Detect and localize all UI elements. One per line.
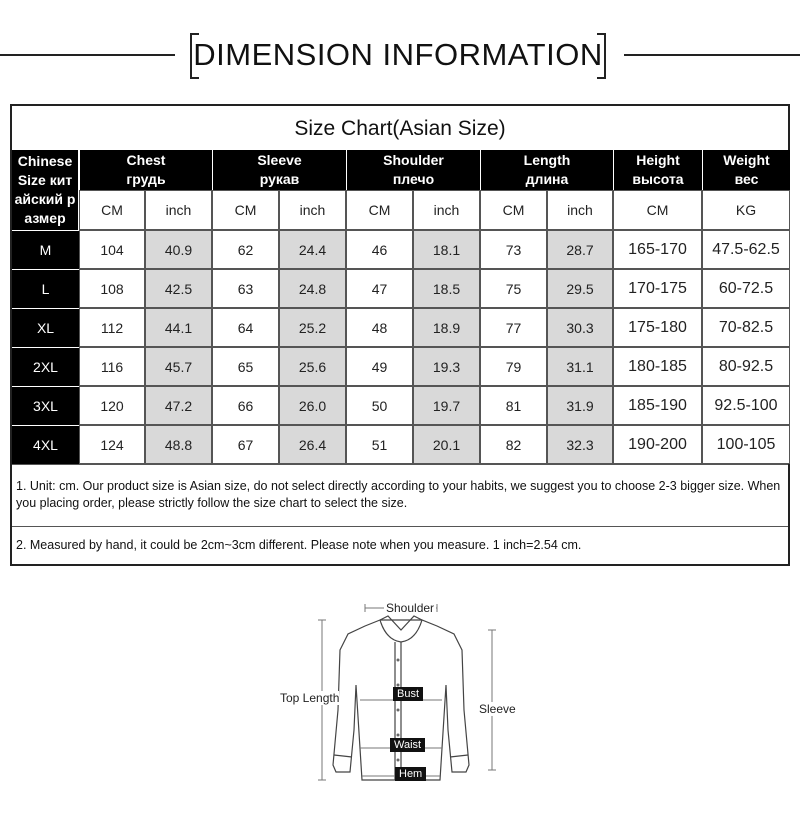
column-group-header bbox=[480, 150, 613, 190]
table-cell: 120 bbox=[79, 386, 145, 425]
table-cell: 50 bbox=[346, 386, 413, 425]
size-label: M bbox=[12, 230, 79, 269]
table-cell: 75 bbox=[480, 269, 547, 308]
column-group-header bbox=[79, 150, 212, 190]
unit-header: CM bbox=[480, 190, 547, 230]
unit-header: CM bbox=[212, 190, 279, 230]
column-group-header bbox=[613, 150, 702, 190]
group-name: Chest bbox=[126, 152, 166, 168]
group-name-ru: плечо bbox=[392, 171, 435, 187]
header-frame bbox=[190, 33, 606, 77]
table-cell: 108 bbox=[79, 269, 145, 308]
table-cell: 48.8 bbox=[145, 425, 212, 464]
table-cell: 81 bbox=[480, 386, 547, 425]
group-name-ru: грудь bbox=[126, 171, 166, 187]
table-cell: 170-175 bbox=[613, 269, 702, 308]
size-label: XL bbox=[12, 308, 79, 347]
size-label: 4XL bbox=[12, 425, 79, 464]
table-cell: 70-82.5 bbox=[702, 308, 790, 347]
table-cell: 24.4 bbox=[279, 230, 346, 269]
page-title: DIMENSION INFORMATION bbox=[193, 37, 603, 72]
table-cell: 47 bbox=[346, 269, 413, 308]
table-cell: 28.7 bbox=[547, 230, 613, 269]
sleeve-label: Sleeve bbox=[479, 702, 516, 716]
table-cell: 26.4 bbox=[279, 425, 346, 464]
unit-header: inch bbox=[413, 190, 480, 230]
table-cell: 77 bbox=[480, 308, 547, 347]
measurement-diagram bbox=[270, 590, 530, 815]
table-cell: 165-170 bbox=[613, 230, 702, 269]
table-cell: 47.2 bbox=[145, 386, 212, 425]
unit-header: CM bbox=[346, 190, 413, 230]
table-cell: 20.1 bbox=[413, 425, 480, 464]
column-group-header bbox=[212, 150, 346, 190]
size-header-line: айский р bbox=[14, 191, 76, 207]
group-name-ru: рукав bbox=[259, 171, 300, 187]
table-cell: 19.3 bbox=[413, 347, 480, 386]
table-cell: 190-200 bbox=[613, 425, 702, 464]
group-name: Length bbox=[523, 152, 571, 168]
table-cell: 64 bbox=[212, 308, 279, 347]
size-header-line: Size кит bbox=[17, 172, 73, 188]
table-cell: 24.8 bbox=[279, 269, 346, 308]
group-name-ru: высота bbox=[632, 171, 684, 187]
size-column-header bbox=[12, 150, 79, 230]
unit-header: inch bbox=[279, 190, 346, 230]
table-cell: 26.0 bbox=[279, 386, 346, 425]
group-name-ru: длина bbox=[525, 171, 569, 187]
table-cell: 19.7 bbox=[413, 386, 480, 425]
table-cell: 31.9 bbox=[547, 386, 613, 425]
unit-header: CM bbox=[79, 190, 145, 230]
bust-tag: Bust bbox=[393, 687, 423, 701]
table-cell: 25.2 bbox=[279, 308, 346, 347]
table-cell: 180-185 bbox=[613, 347, 702, 386]
column-group-header bbox=[346, 150, 480, 190]
table-cell: 44.1 bbox=[145, 308, 212, 347]
table-cell: 66 bbox=[212, 386, 279, 425]
table-cell: 46 bbox=[346, 230, 413, 269]
unit-header: CM bbox=[613, 190, 702, 230]
size-label: 2XL bbox=[12, 347, 79, 386]
note-1: 1. Unit: cm. Our product size is Asian size, do not select directly according to your habits, we suggest you to choose 2-3 bigger size. When you placing order, please strictly follow the size chart to select the size. bbox=[12, 464, 788, 526]
group-name-ru: вес bbox=[734, 171, 759, 187]
table-cell: 104 bbox=[79, 230, 145, 269]
size-label: 3XL bbox=[12, 386, 79, 425]
table-cell: 185-190 bbox=[613, 386, 702, 425]
table-cell: 116 bbox=[79, 347, 145, 386]
size-chart-table bbox=[10, 104, 790, 566]
table-cell: 62 bbox=[212, 230, 279, 269]
header-rule-left bbox=[0, 54, 175, 56]
size-header-line: Chinese bbox=[17, 153, 73, 169]
column-group-header bbox=[702, 150, 790, 190]
table-cell: 40.9 bbox=[145, 230, 212, 269]
table-cell: 82 bbox=[480, 425, 547, 464]
table-cell: 29.5 bbox=[547, 269, 613, 308]
table-cell: 47.5-62.5 bbox=[702, 230, 790, 269]
table-cell: 175-180 bbox=[613, 308, 702, 347]
table-title: Size Chart(Asian Size) bbox=[294, 117, 506, 140]
table-cell: 60-72.5 bbox=[702, 269, 790, 308]
size-header-line: азмер bbox=[24, 210, 66, 226]
table-cell: 31.1 bbox=[547, 347, 613, 386]
note-2: 2. Measured by hand, it could be 2cm~3cm different. Please note when you measure. 1 inch=2.54 cm. bbox=[12, 526, 788, 564]
table-cell: 100-105 bbox=[702, 425, 790, 464]
unit-header: inch bbox=[145, 190, 212, 230]
table-cell: 45.7 bbox=[145, 347, 212, 386]
table-cell: 25.6 bbox=[279, 347, 346, 386]
table-cell: 18.9 bbox=[413, 308, 480, 347]
table-cell: 51 bbox=[346, 425, 413, 464]
table-cell: 48 bbox=[346, 308, 413, 347]
top-length-label: Top Length bbox=[280, 691, 340, 705]
unit-header: inch bbox=[547, 190, 613, 230]
unit-header: KG bbox=[702, 190, 790, 230]
table-cell: 92.5-100 bbox=[702, 386, 790, 425]
group-name: Weight bbox=[723, 152, 770, 168]
table-cell: 18.1 bbox=[413, 230, 480, 269]
table-cell: 32.3 bbox=[547, 425, 613, 464]
table-cell: 73 bbox=[480, 230, 547, 269]
shoulder-label: Shoulder bbox=[386, 601, 435, 615]
table-cell: 42.5 bbox=[145, 269, 212, 308]
group-name: Height bbox=[636, 152, 680, 168]
table-cell: 80-92.5 bbox=[702, 347, 790, 386]
table-cell: 63 bbox=[212, 269, 279, 308]
table-cell: 18.5 bbox=[413, 269, 480, 308]
table-cell: 30.3 bbox=[547, 308, 613, 347]
header-rule-right bbox=[624, 54, 800, 56]
table-cell: 49 bbox=[346, 347, 413, 386]
table-cell: 65 bbox=[212, 347, 279, 386]
table-cell: 79 bbox=[480, 347, 547, 386]
group-name: Shoulder bbox=[383, 152, 444, 168]
hem-tag: Hem bbox=[395, 767, 426, 781]
table-cell: 124 bbox=[79, 425, 145, 464]
table-cell: 112 bbox=[79, 308, 145, 347]
table-cell: 67 bbox=[212, 425, 279, 464]
group-name: Sleeve bbox=[257, 152, 302, 168]
size-label: L bbox=[12, 269, 79, 308]
waist-tag: Waist bbox=[390, 738, 425, 752]
